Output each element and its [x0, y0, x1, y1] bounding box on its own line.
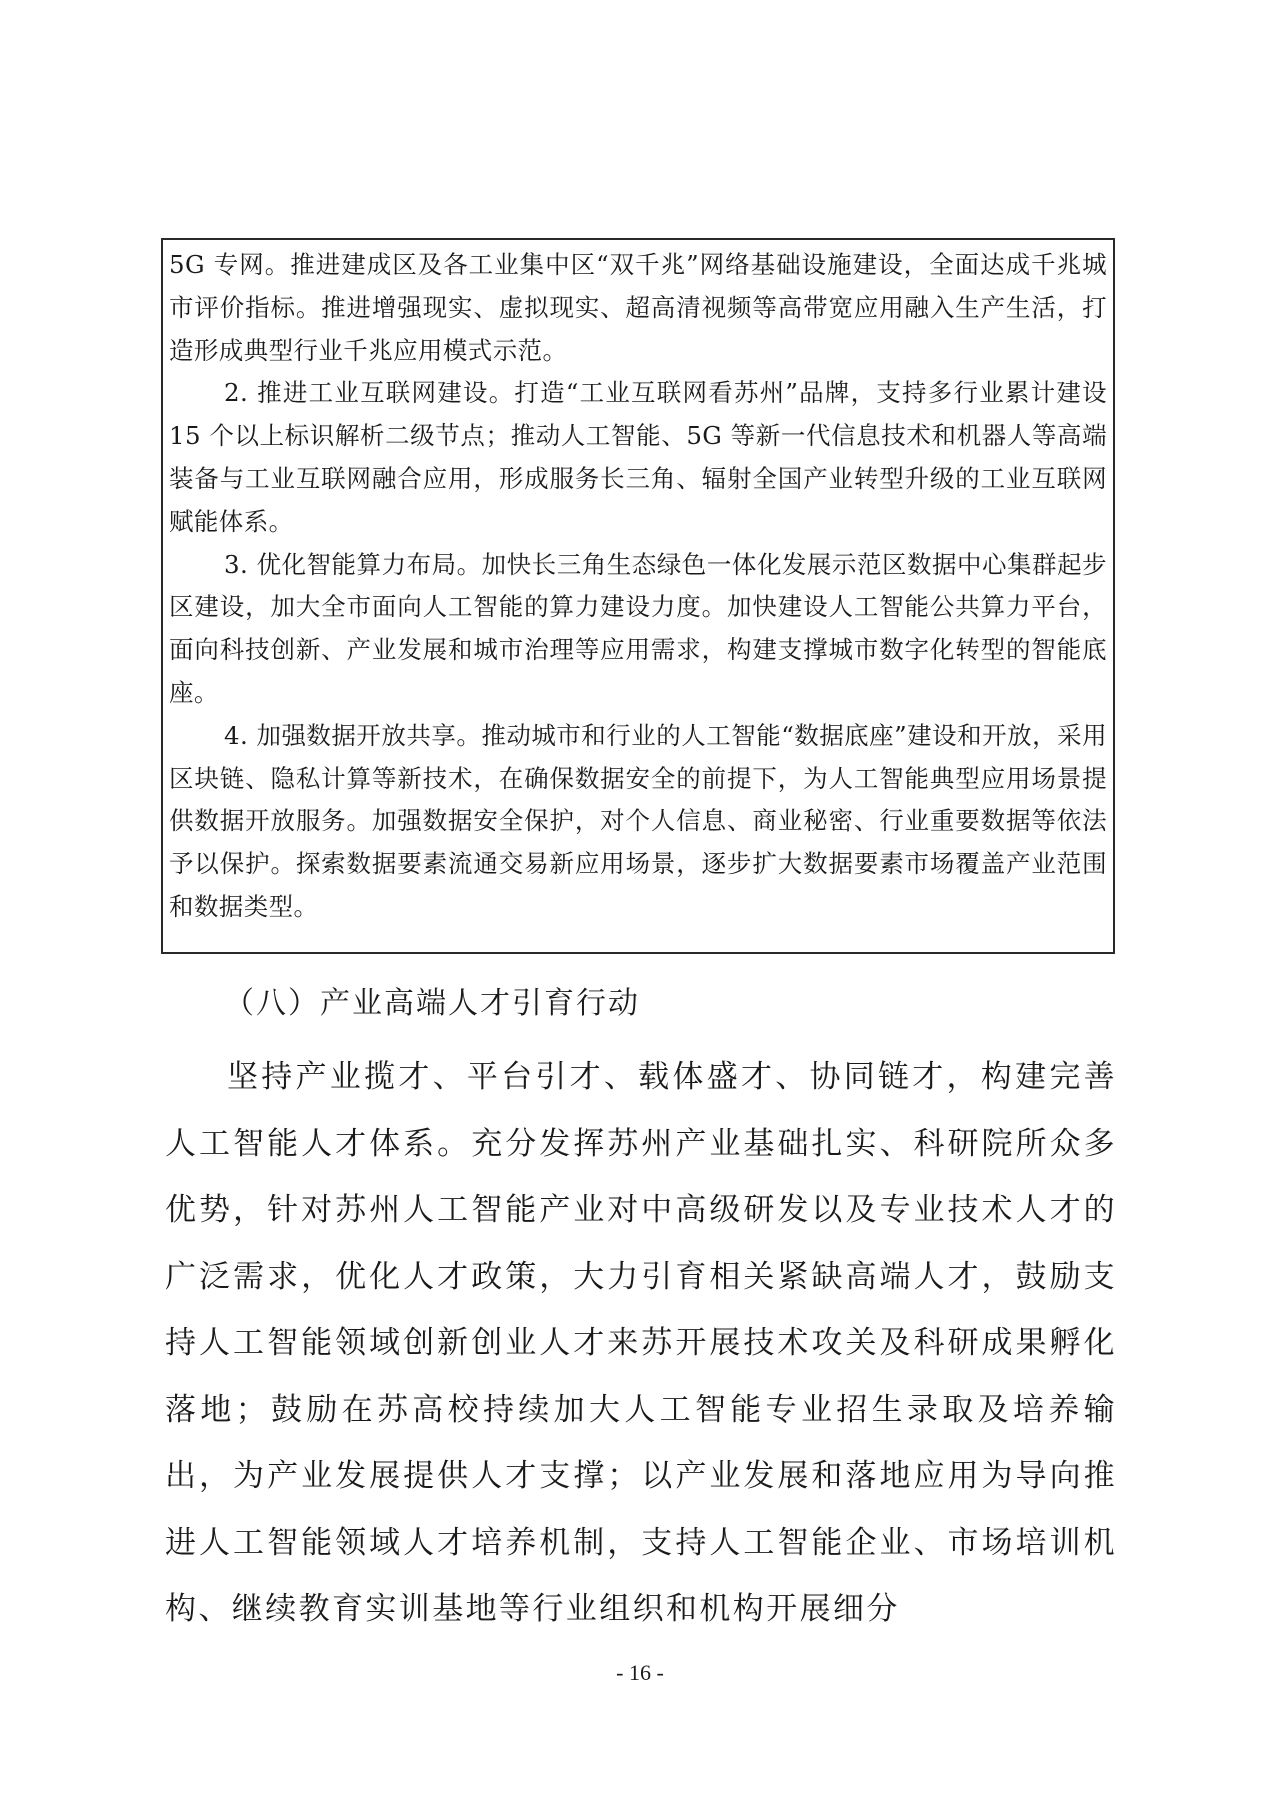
box-paragraph-5g-network: 5G 专网。推进建成区及各工业集中区“双千兆”网络基础设施建设，全面达成千兆城市评价指标。推进增强现实、虚拟现实、超高清视频等高带宽应用融入生产生活，打造形成典型行业千兆应用模式示范。: [169, 250, 1107, 365]
boxed-content: [161, 238, 1115, 954]
box-paragraph-data-sharing: 4. 加强数据开放共享。推动城市和行业的人工智能“数据底座”建设和开放，采用区块链、隐私计算等新技术，在确保数据安全的前提下，为人工智能典型应用场景提供数据开放服务。加强数据安全保护，对个人信息、商业秘密、行业重要数据等依法予以保护。探索数据要素流通交易新应用场景，逐步扩大数据要素市场覆盖产业范围和数据类型。: [169, 720, 1107, 921]
box-paragraph-computing-power: 3. 优化智能算力布局。加快长三角生态绿色一体化发展示范区数据中心集群起步区建设，加大全市面向人工智能的算力建设力度。加快建设人工智能公共算力平台，面向科技创新、产业发展和城市治理等应用需求，构建支撑城市数字化转型的智能底座。: [169, 549, 1107, 707]
section-body-paragraph: 坚持产业揽才、平台引才、载体盛才、协同链才，构建完善人工智能人才体系。充分发挥苏州产业基础扎实、科研院所众多优势，针对苏州人工智能产业对中高级研发以及专业技术人才的广泛需求，优化人才政策，大力引育相关紧缺高端人才，鼓励支持人工智能领域创新创业人才来苏开展技术攻关及科研成果孵化落地；鼓励在苏高校持续加大人工智能专业招生录取及培养输出，为产业发展提供人才支撑；以产业发展和落地应用为导向推进人工智能领域人才培养机制，支持人工智能企业、市场培训机构、继续教育实训基地等行业组织和机构开展细分: [165, 1059, 1117, 1627]
box-paragraph-industrial-internet: 2. 推进工业互联网建设。打造“工业互联网看苏州”品牌，支持多行业累计建设 15 个以上标识解析二级节点；推动人工智能、5G 等新一代信息技术和机器人等高端装备与工业互联网融合应用，形成服务长三角、辐射全国产业转型升级的工业互联网赋能体系。: [169, 378, 1107, 536]
page-number: - 16 -: [616, 1660, 664, 1685]
section-heading: （八）产业高端人才引育行动: [224, 986, 640, 1021]
